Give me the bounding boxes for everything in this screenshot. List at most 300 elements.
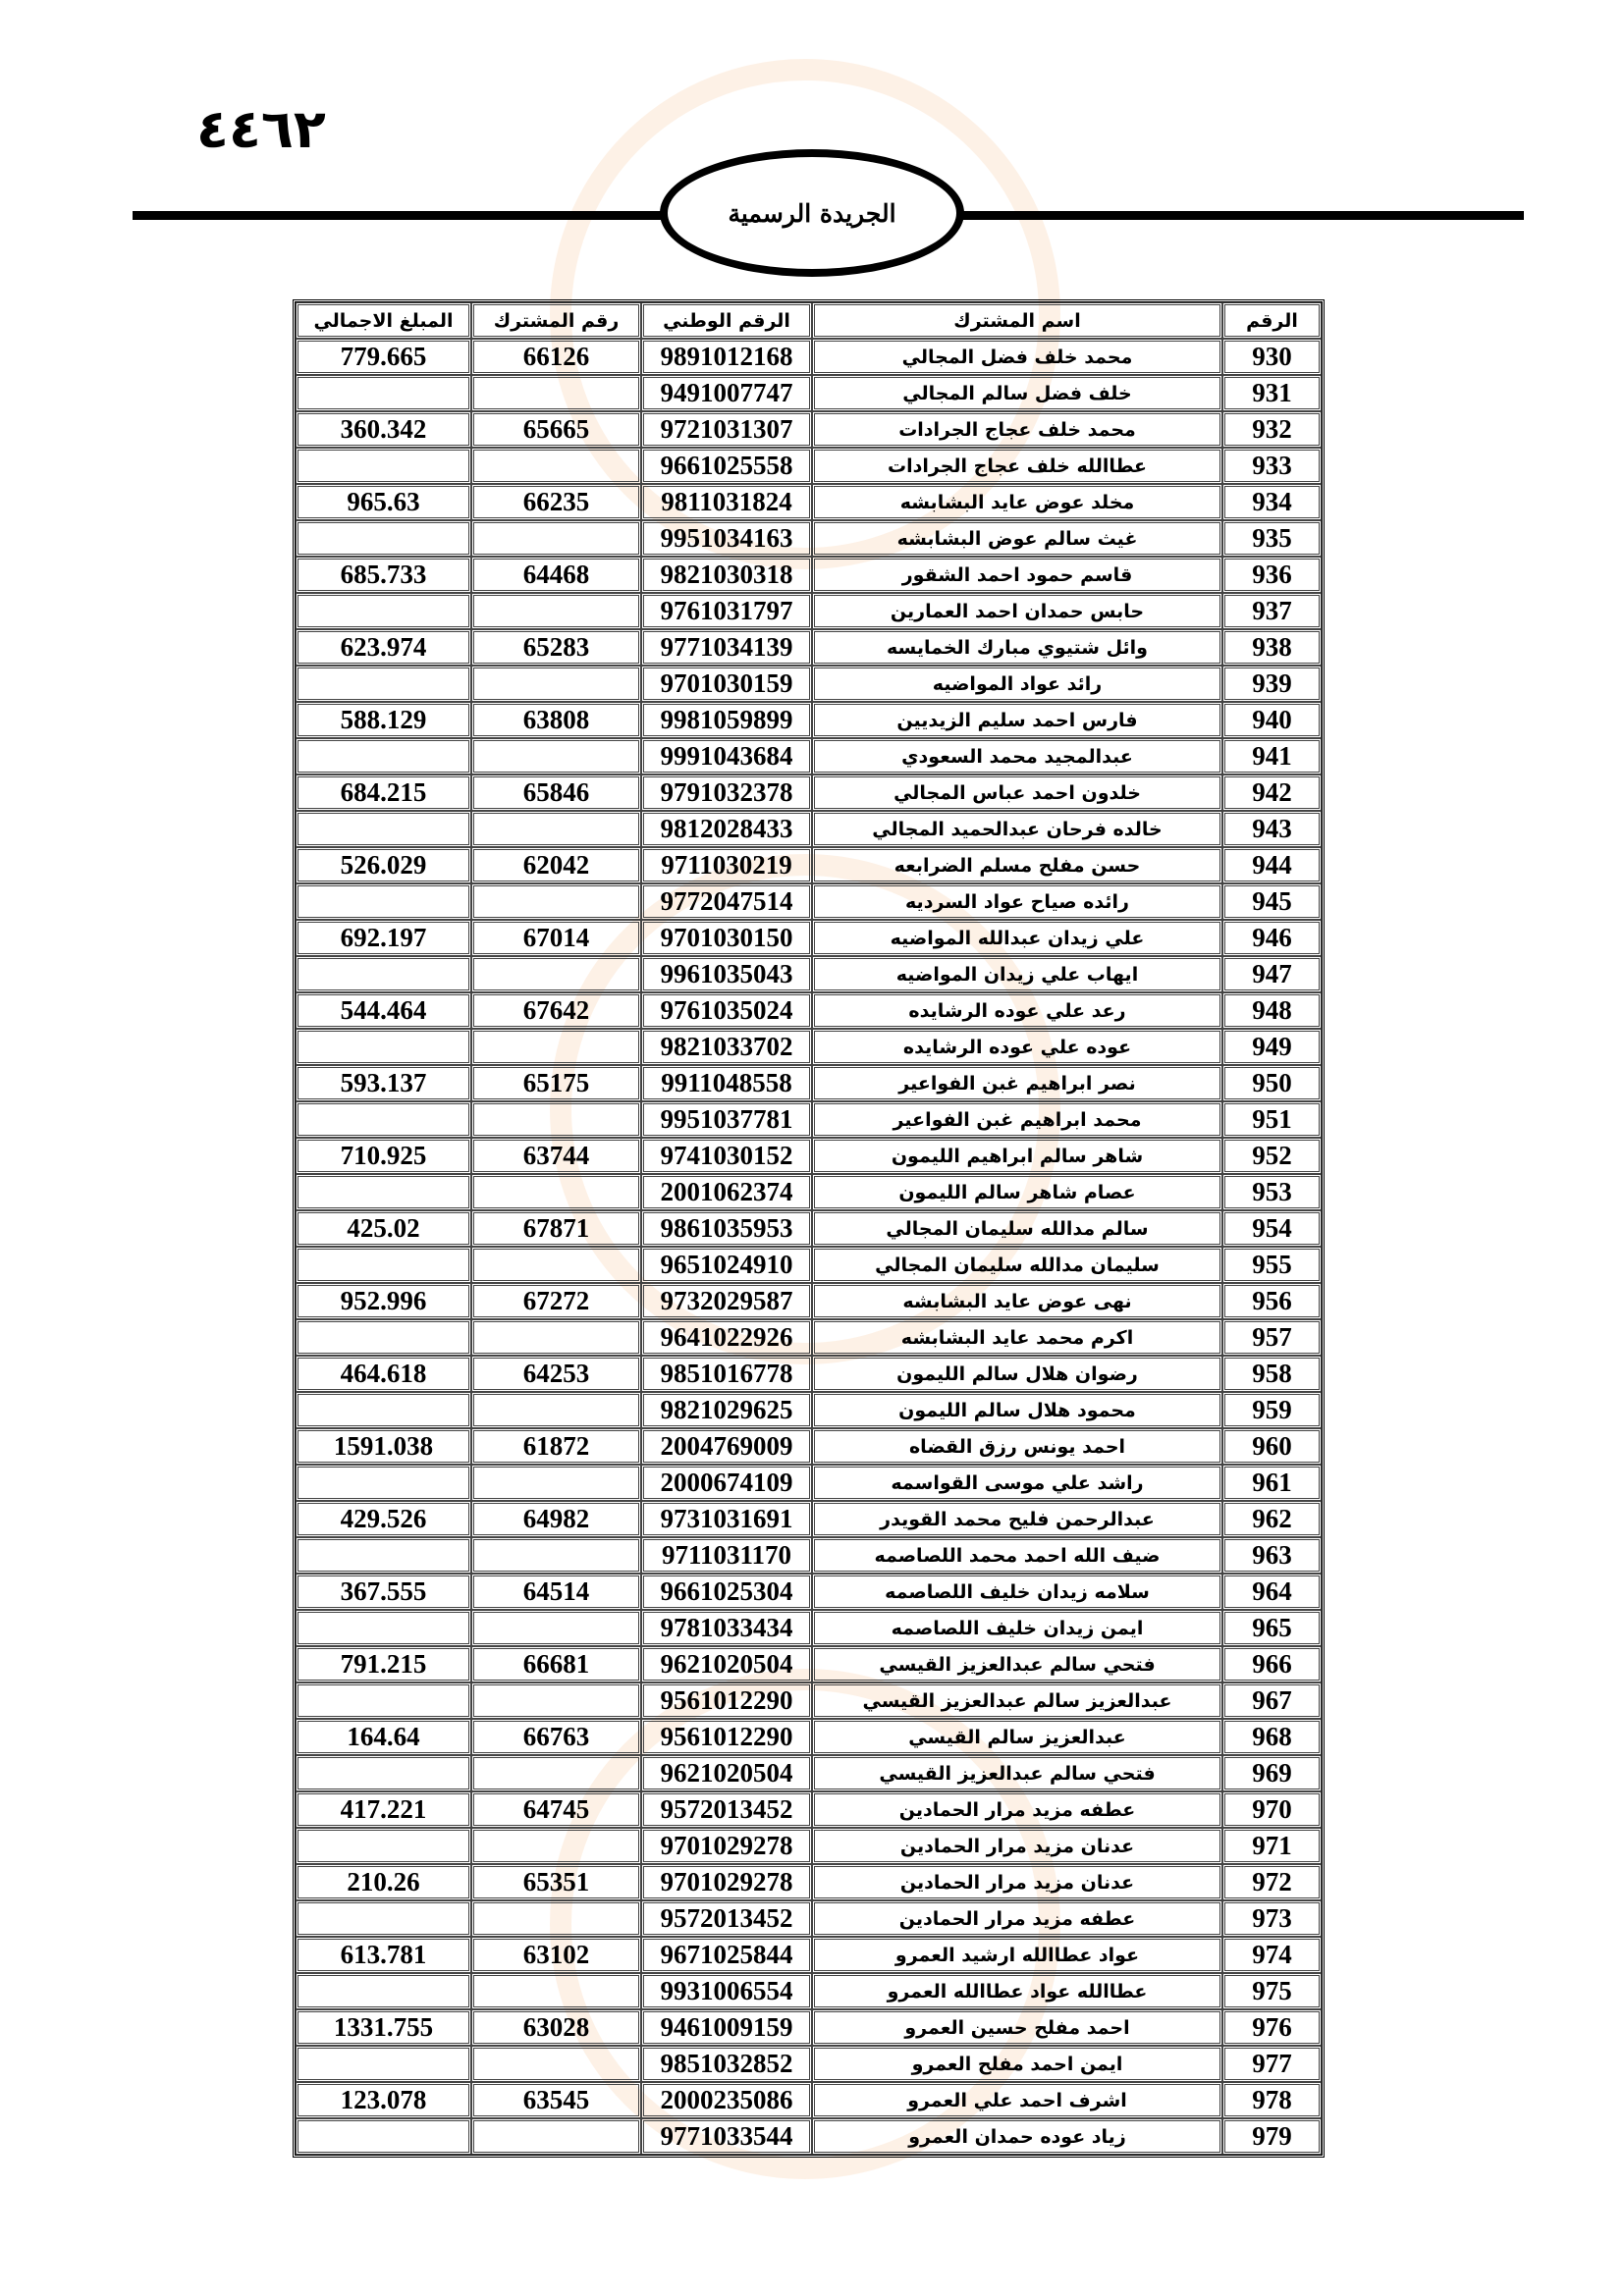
total-amount: [296, 738, 471, 774]
national-id: 9772047514: [641, 883, 812, 920]
row-number: 977: [1222, 2046, 1322, 2082]
national-id: 9651024910: [641, 1247, 812, 1283]
subscriber-number: 67014: [471, 920, 641, 956]
row-number: 938: [1222, 629, 1322, 666]
national-id: 9812028433: [641, 811, 812, 847]
table-row: [296, 2046, 1322, 2082]
subscriber-name: فتحي سالم عبدالعزيز القيسي: [812, 1646, 1222, 1682]
total-amount: 710.925: [296, 1138, 471, 1174]
subscriber-number: [471, 1319, 641, 1356]
table-row: [296, 1864, 1322, 1900]
table-row: [296, 1791, 1322, 1828]
subscriber-name: عبدالعزيز سالم القيسي: [812, 1719, 1222, 1755]
total-amount: [296, 520, 471, 557]
row-number: 954: [1222, 1210, 1322, 1247]
subscriber-number: 66126: [471, 339, 641, 375]
national-id: 2001062374: [641, 1174, 812, 1210]
total-amount: [296, 666, 471, 702]
header-subscriber-name: اسم المشترك: [812, 302, 1222, 339]
subscriber-name: اشرف احمد علي العمرو: [812, 2082, 1222, 2118]
row-number: 952: [1222, 1138, 1322, 1174]
subscriber-name: عبدالعزيز سالم عبدالعزيز القيسي: [812, 1682, 1222, 1719]
total-amount: 791.215: [296, 1646, 471, 1682]
subscriber-name: عدنان مزيد مرار الحمادين: [812, 1828, 1222, 1864]
header-emblem: [660, 149, 964, 277]
header-subscriber-number: رقم المشترك: [471, 302, 641, 339]
national-id: 9561012290: [641, 1719, 812, 1755]
subscriber-number: [471, 375, 641, 411]
total-amount: [296, 1682, 471, 1719]
row-number: 964: [1222, 1574, 1322, 1610]
national-id: 9572013452: [641, 1791, 812, 1828]
subscriber-number: [471, 1900, 641, 1937]
subscriber-number: 64514: [471, 1574, 641, 1610]
table-row: [296, 992, 1322, 1029]
subscriber-name: ايمن احمد مفلح العمرو: [812, 2046, 1222, 2082]
national-id: 2000235086: [641, 2082, 812, 2118]
national-id: 9701029278: [641, 1864, 812, 1900]
subscriber-name: علي زيدان عبدالله المواضيه: [812, 920, 1222, 956]
subscriber-number: [471, 1101, 641, 1138]
subscriber-name: رضوان هلال سالم الليمون: [812, 1356, 1222, 1392]
subscriber-number: 61872: [471, 1428, 641, 1465]
table-row: [296, 1574, 1322, 1610]
total-amount: 429.526: [296, 1501, 471, 1537]
national-id: 9761031797: [641, 593, 812, 629]
subscriber-name: وائل شتيوي مبارك الخمايسه: [812, 629, 1222, 666]
header-title: الجريدة الرسمية: [728, 198, 896, 228]
row-number: 958: [1222, 1356, 1322, 1392]
subscriber-name: فتحي سالم عبدالعزيز القيسي: [812, 1755, 1222, 1791]
national-id: 9851016778: [641, 1356, 812, 1392]
total-amount: [296, 1029, 471, 1065]
national-id: 9761035024: [641, 992, 812, 1029]
total-amount: 779.665: [296, 339, 471, 375]
total-amount: [296, 593, 471, 629]
national-id: 9621020504: [641, 1755, 812, 1791]
national-id: 9732029587: [641, 1283, 812, 1319]
subscriber-number: 65665: [471, 411, 641, 448]
subscriber-name: محمد ابراهيم غبن الفواعير: [812, 1101, 1222, 1138]
total-amount: [296, 448, 471, 484]
subscriber-name: ايهاب علي زيدان المواضيه: [812, 956, 1222, 992]
row-number: 956: [1222, 1283, 1322, 1319]
national-id: 9891012168: [641, 339, 812, 375]
subscriber-number: 64982: [471, 1501, 641, 1537]
row-number: 930: [1222, 339, 1322, 375]
subscriber-number: [471, 956, 641, 992]
total-amount: [296, 811, 471, 847]
total-amount: [296, 1973, 471, 2009]
national-id: 9991043684: [641, 738, 812, 774]
subscriber-number: [471, 738, 641, 774]
national-id: 9701030150: [641, 920, 812, 956]
row-number: 967: [1222, 1682, 1322, 1719]
subscriber-number: 67642: [471, 992, 641, 1029]
row-number: 947: [1222, 956, 1322, 992]
national-id: 9701030159: [641, 666, 812, 702]
subscriber-number: [471, 1682, 641, 1719]
row-number: 976: [1222, 2009, 1322, 2046]
row-number: 937: [1222, 593, 1322, 629]
subscriber-name: خلدون احمد عباس المجالي: [812, 774, 1222, 811]
subscriber-number: [471, 1755, 641, 1791]
row-number: 971: [1222, 1828, 1322, 1864]
subscriber-name: فارس احمد سليم الزيديين: [812, 702, 1222, 738]
subscriber-number: 66681: [471, 1646, 641, 1682]
subscriber-name: محمود هلال سالم الليمون: [812, 1392, 1222, 1428]
table-row: [296, 883, 1322, 920]
national-id: 9731031691: [641, 1501, 812, 1537]
subscriber-number: 63102: [471, 1937, 641, 1973]
subscriber-name: عبدالمجيد محمد السعودي: [812, 738, 1222, 774]
subscriber-number: [471, 1537, 641, 1574]
subscriber-name: ايمن زيدان خليف اللصاصمه: [812, 1610, 1222, 1646]
table-row: [296, 2082, 1322, 2118]
table-row: [296, 702, 1322, 738]
row-number: 934: [1222, 484, 1322, 520]
total-amount: 1331.755: [296, 2009, 471, 2046]
total-amount: 588.129: [296, 702, 471, 738]
subscriber-number: 66763: [471, 1719, 641, 1755]
subscriber-name: عصام شاهر سالم الليمون: [812, 1174, 1222, 1210]
total-amount: [296, 1465, 471, 1501]
subscriber-number: [471, 1247, 641, 1283]
row-number: 957: [1222, 1319, 1322, 1356]
subscriber-number: 67272: [471, 1283, 641, 1319]
table-row: [296, 774, 1322, 811]
row-number: 965: [1222, 1610, 1322, 1646]
total-amount: 425.02: [296, 1210, 471, 1247]
row-number: 962: [1222, 1501, 1322, 1537]
total-amount: 593.137: [296, 1065, 471, 1101]
table-row: [296, 1029, 1322, 1065]
subscriber-name: خالده فرحان عبدالحميد المجالي: [812, 811, 1222, 847]
table-row: [296, 557, 1322, 593]
table-row: [296, 847, 1322, 883]
subscriber-name: عبدالرحمن فليح محمد القويدر: [812, 1501, 1222, 1537]
row-number: 972: [1222, 1864, 1322, 1900]
subscriber-name: سليمان مدالله سليمان المجالي: [812, 1247, 1222, 1283]
subscriber-number: 63744: [471, 1138, 641, 1174]
subscriber-number: 65846: [471, 774, 641, 811]
row-number: 949: [1222, 1029, 1322, 1065]
total-amount: 952.996: [296, 1283, 471, 1319]
total-amount: [296, 883, 471, 920]
row-number: 969: [1222, 1755, 1322, 1791]
table-row: [296, 1501, 1322, 1537]
subscriber-name: رائد عواد المواضيه: [812, 666, 1222, 702]
row-number: 932: [1222, 411, 1322, 448]
total-amount: [296, 1610, 471, 1646]
table-row: [296, 1646, 1322, 1682]
row-number: 959: [1222, 1392, 1322, 1428]
total-amount: [296, 1755, 471, 1791]
subscriber-name: اكرم محمد عايد البشابشه: [812, 1319, 1222, 1356]
national-id: 9821029625: [641, 1392, 812, 1428]
table-row: [296, 666, 1322, 702]
national-id: 9661025304: [641, 1574, 812, 1610]
header-number: الرقم: [1222, 302, 1322, 339]
table-row: [296, 1101, 1322, 1138]
row-number: 945: [1222, 883, 1322, 920]
table-row: [296, 484, 1322, 520]
row-number: 970: [1222, 1791, 1322, 1828]
national-id: 9711030219: [641, 847, 812, 883]
subscriber-name: سلامه زيدان خليف اللصاصمه: [812, 1574, 1222, 1610]
total-amount: 367.555: [296, 1574, 471, 1610]
national-id: 9641022926: [641, 1319, 812, 1356]
row-number: 936: [1222, 557, 1322, 593]
subscriber-name: عطاالله خلف عجاج الجرادات: [812, 448, 1222, 484]
total-amount: 464.618: [296, 1356, 471, 1392]
table-row: [296, 2009, 1322, 2046]
table-row: [296, 1828, 1322, 1864]
national-id: 9741030152: [641, 1138, 812, 1174]
total-amount: [296, 956, 471, 992]
table-row: [296, 1210, 1322, 1247]
row-number: 939: [1222, 666, 1322, 702]
subscriber-name: مخلد عوض عايد البشابشه: [812, 484, 1222, 520]
subscriber-number: [471, 2046, 641, 2082]
total-amount: [296, 1319, 471, 1356]
subscriber-name: زياد عوده حمدان العمرو: [812, 2118, 1222, 2155]
subscriber-name: نصر ابراهيم غبن الفواعير: [812, 1065, 1222, 1101]
table-row: [296, 1356, 1322, 1392]
subscriber-number: [471, 1174, 641, 1210]
subscriber-number: 62042: [471, 847, 641, 883]
national-id: 9621020504: [641, 1646, 812, 1682]
row-number: 973: [1222, 1900, 1322, 1937]
subscriber-name: عطفه مزيد مرار الحمادين: [812, 1791, 1222, 1828]
total-amount: [296, 2046, 471, 2082]
subscriber-number: [471, 1392, 641, 1428]
subscriber-number: 64745: [471, 1791, 641, 1828]
total-amount: [296, 1537, 471, 1574]
national-id: 9781033434: [641, 1610, 812, 1646]
subscriber-name: احمد يونس رزق القضاه: [812, 1428, 1222, 1465]
total-amount: 965.63: [296, 484, 471, 520]
subscriber-number: [471, 2118, 641, 2155]
subscriber-name: ضيف الله احمد محمد اللصاصمه: [812, 1537, 1222, 1574]
row-number: 960: [1222, 1428, 1322, 1465]
total-amount: 544.464: [296, 992, 471, 1029]
subscriber-name: خلف فضل سالم المجالي: [812, 375, 1222, 411]
table-row: [296, 520, 1322, 557]
total-amount: 360.342: [296, 411, 471, 448]
subscriber-number: [471, 448, 641, 484]
national-id: 9791032378: [641, 774, 812, 811]
subscriber-number: [471, 1610, 641, 1646]
national-id: 9931006554: [641, 1973, 812, 2009]
subscriber-number: [471, 1828, 641, 1864]
total-amount: 613.781: [296, 1937, 471, 1973]
row-number: 944: [1222, 847, 1322, 883]
national-id: 2004769009: [641, 1428, 812, 1465]
total-amount: 623.974: [296, 629, 471, 666]
total-amount: [296, 375, 471, 411]
total-amount: 684.215: [296, 774, 471, 811]
national-id: 9911048558: [641, 1065, 812, 1101]
subscriber-name: سالم مدالله سليمان المجالي: [812, 1210, 1222, 1247]
row-number: 946: [1222, 920, 1322, 956]
national-id: 9821033702: [641, 1029, 812, 1065]
table-row: [296, 411, 1322, 448]
table-row: [296, 1247, 1322, 1283]
table-header-row: [296, 302, 1322, 339]
table-row: [296, 1283, 1322, 1319]
national-id: 9861035953: [641, 1210, 812, 1247]
subscriber-name: قاسم حمود احمد الشقور: [812, 557, 1222, 593]
row-number: 979: [1222, 2118, 1322, 2155]
subscriber-name: محمد خلف فضل المجالي: [812, 339, 1222, 375]
row-number: 963: [1222, 1537, 1322, 1574]
row-number: 935: [1222, 520, 1322, 557]
table-row: [296, 1973, 1322, 2009]
row-number: 931: [1222, 375, 1322, 411]
subscriber-number: [471, 1465, 641, 1501]
table-row: [296, 1465, 1322, 1501]
subscriber-number: 63808: [471, 702, 641, 738]
national-id: 9661025558: [641, 448, 812, 484]
header-total-amount: المبلغ الاجمالي: [296, 302, 471, 339]
total-amount: [296, 1828, 471, 1864]
table-row: [296, 738, 1322, 774]
subscriber-number: 66235: [471, 484, 641, 520]
subscriber-number: 63545: [471, 2082, 641, 2118]
subscriber-number: 63028: [471, 2009, 641, 2046]
table-row: [296, 593, 1322, 629]
national-id: 9572013452: [641, 1900, 812, 1937]
row-number: 948: [1222, 992, 1322, 1029]
subscribers-table: [293, 299, 1325, 2158]
national-id: 9771034139: [641, 629, 812, 666]
table-row: [296, 1610, 1322, 1646]
row-number: 961: [1222, 1465, 1322, 1501]
page-number: ٤٤٦٢: [196, 98, 326, 160]
table-row: [296, 1428, 1322, 1465]
subscriber-name: احمد مفلح حسين العمرو: [812, 2009, 1222, 2046]
total-amount: 123.078: [296, 2082, 471, 2118]
total-amount: 1591.038: [296, 1428, 471, 1465]
subscriber-name: عدنان مزيد مرار الحمادين: [812, 1864, 1222, 1900]
national-id: 9711031170: [641, 1537, 812, 1574]
total-amount: [296, 1900, 471, 1937]
subscriber-number: [471, 666, 641, 702]
subscriber-name: رعد علي عوده الرشايده: [812, 992, 1222, 1029]
national-id: 9721031307: [641, 411, 812, 448]
table-row: [296, 1065, 1322, 1101]
subscriber-number: [471, 593, 641, 629]
table-row: [296, 956, 1322, 992]
subscriber-name: راشد علي موسى القواسمه: [812, 1465, 1222, 1501]
table-row: [296, 448, 1322, 484]
table-row: [296, 1537, 1322, 1574]
national-id: 2000674109: [641, 1465, 812, 1501]
row-number: 942: [1222, 774, 1322, 811]
national-id: 9821030318: [641, 557, 812, 593]
subscriber-number: 67871: [471, 1210, 641, 1247]
total-amount: 692.197: [296, 920, 471, 956]
total-amount: 164.64: [296, 1719, 471, 1755]
table-row: [296, 1900, 1322, 1937]
row-number: 951: [1222, 1101, 1322, 1138]
national-id: 9961035043: [641, 956, 812, 992]
subscriber-number: [471, 1029, 641, 1065]
row-number: 940: [1222, 702, 1322, 738]
total-amount: [296, 1247, 471, 1283]
row-number: 966: [1222, 1646, 1322, 1682]
national-id: 9701029278: [641, 1828, 812, 1864]
subscriber-number: [471, 1973, 641, 2009]
header-national-id: الرقم الوطني: [641, 302, 812, 339]
table-row: [296, 1719, 1322, 1755]
table-row: [296, 811, 1322, 847]
table-row: [296, 1937, 1322, 1973]
table-row: [296, 2118, 1322, 2155]
subscriber-name: رائده صياح عواد السرديه: [812, 883, 1222, 920]
subscriber-name: حسن مفلح مسلم الضرابعه: [812, 847, 1222, 883]
total-amount: 210.26: [296, 1864, 471, 1900]
subscriber-name: حابس حمدان احمد العمارين: [812, 593, 1222, 629]
row-number: 974: [1222, 1937, 1322, 1973]
table-row: [296, 920, 1322, 956]
subscriber-name: عواد عطاالله ارشيد العمرو: [812, 1937, 1222, 1973]
subscriber-number: [471, 811, 641, 847]
total-amount: [296, 1101, 471, 1138]
total-amount: [296, 1392, 471, 1428]
subscriber-name: غيث سالم عوض البشابشه: [812, 520, 1222, 557]
national-id: 9851032852: [641, 2046, 812, 2082]
national-id: 9811031824: [641, 484, 812, 520]
national-id: 9461009159: [641, 2009, 812, 2046]
row-number: 933: [1222, 448, 1322, 484]
table-row: [296, 375, 1322, 411]
subscriber-name: عطاالله عواد عطاالله العمرو: [812, 1973, 1222, 2009]
row-number: 950: [1222, 1065, 1322, 1101]
subscriber-number: [471, 520, 641, 557]
total-amount: [296, 2118, 471, 2155]
subscriber-number: 64253: [471, 1356, 641, 1392]
total-amount: [296, 1174, 471, 1210]
row-number: 953: [1222, 1174, 1322, 1210]
subscriber-number: 64468: [471, 557, 641, 593]
subscriber-number: 65175: [471, 1065, 641, 1101]
row-number: 941: [1222, 738, 1322, 774]
row-number: 978: [1222, 2082, 1322, 2118]
table-row: [296, 1138, 1322, 1174]
row-number: 943: [1222, 811, 1322, 847]
subscriber-name: عوده علي عوده الرشايده: [812, 1029, 1222, 1065]
national-id: 9561012290: [641, 1682, 812, 1719]
table-row: [296, 1392, 1322, 1428]
table-row: [296, 339, 1322, 375]
subscriber-name: محمد خلف عجاج الجرادات: [812, 411, 1222, 448]
table-row: [296, 1755, 1322, 1791]
table-row: [296, 1174, 1322, 1210]
total-amount: 685.733: [296, 557, 471, 593]
national-id: 9771033544: [641, 2118, 812, 2155]
subscriber-number: [471, 883, 641, 920]
table-row: [296, 629, 1322, 666]
table-row: [296, 1319, 1322, 1356]
row-number: 955: [1222, 1247, 1322, 1283]
national-id: 9951034163: [641, 520, 812, 557]
national-id: 9671025844: [641, 1937, 812, 1973]
subscriber-number: 65351: [471, 1864, 641, 1900]
national-id: 9981059899: [641, 702, 812, 738]
national-id: 9491007747: [641, 375, 812, 411]
